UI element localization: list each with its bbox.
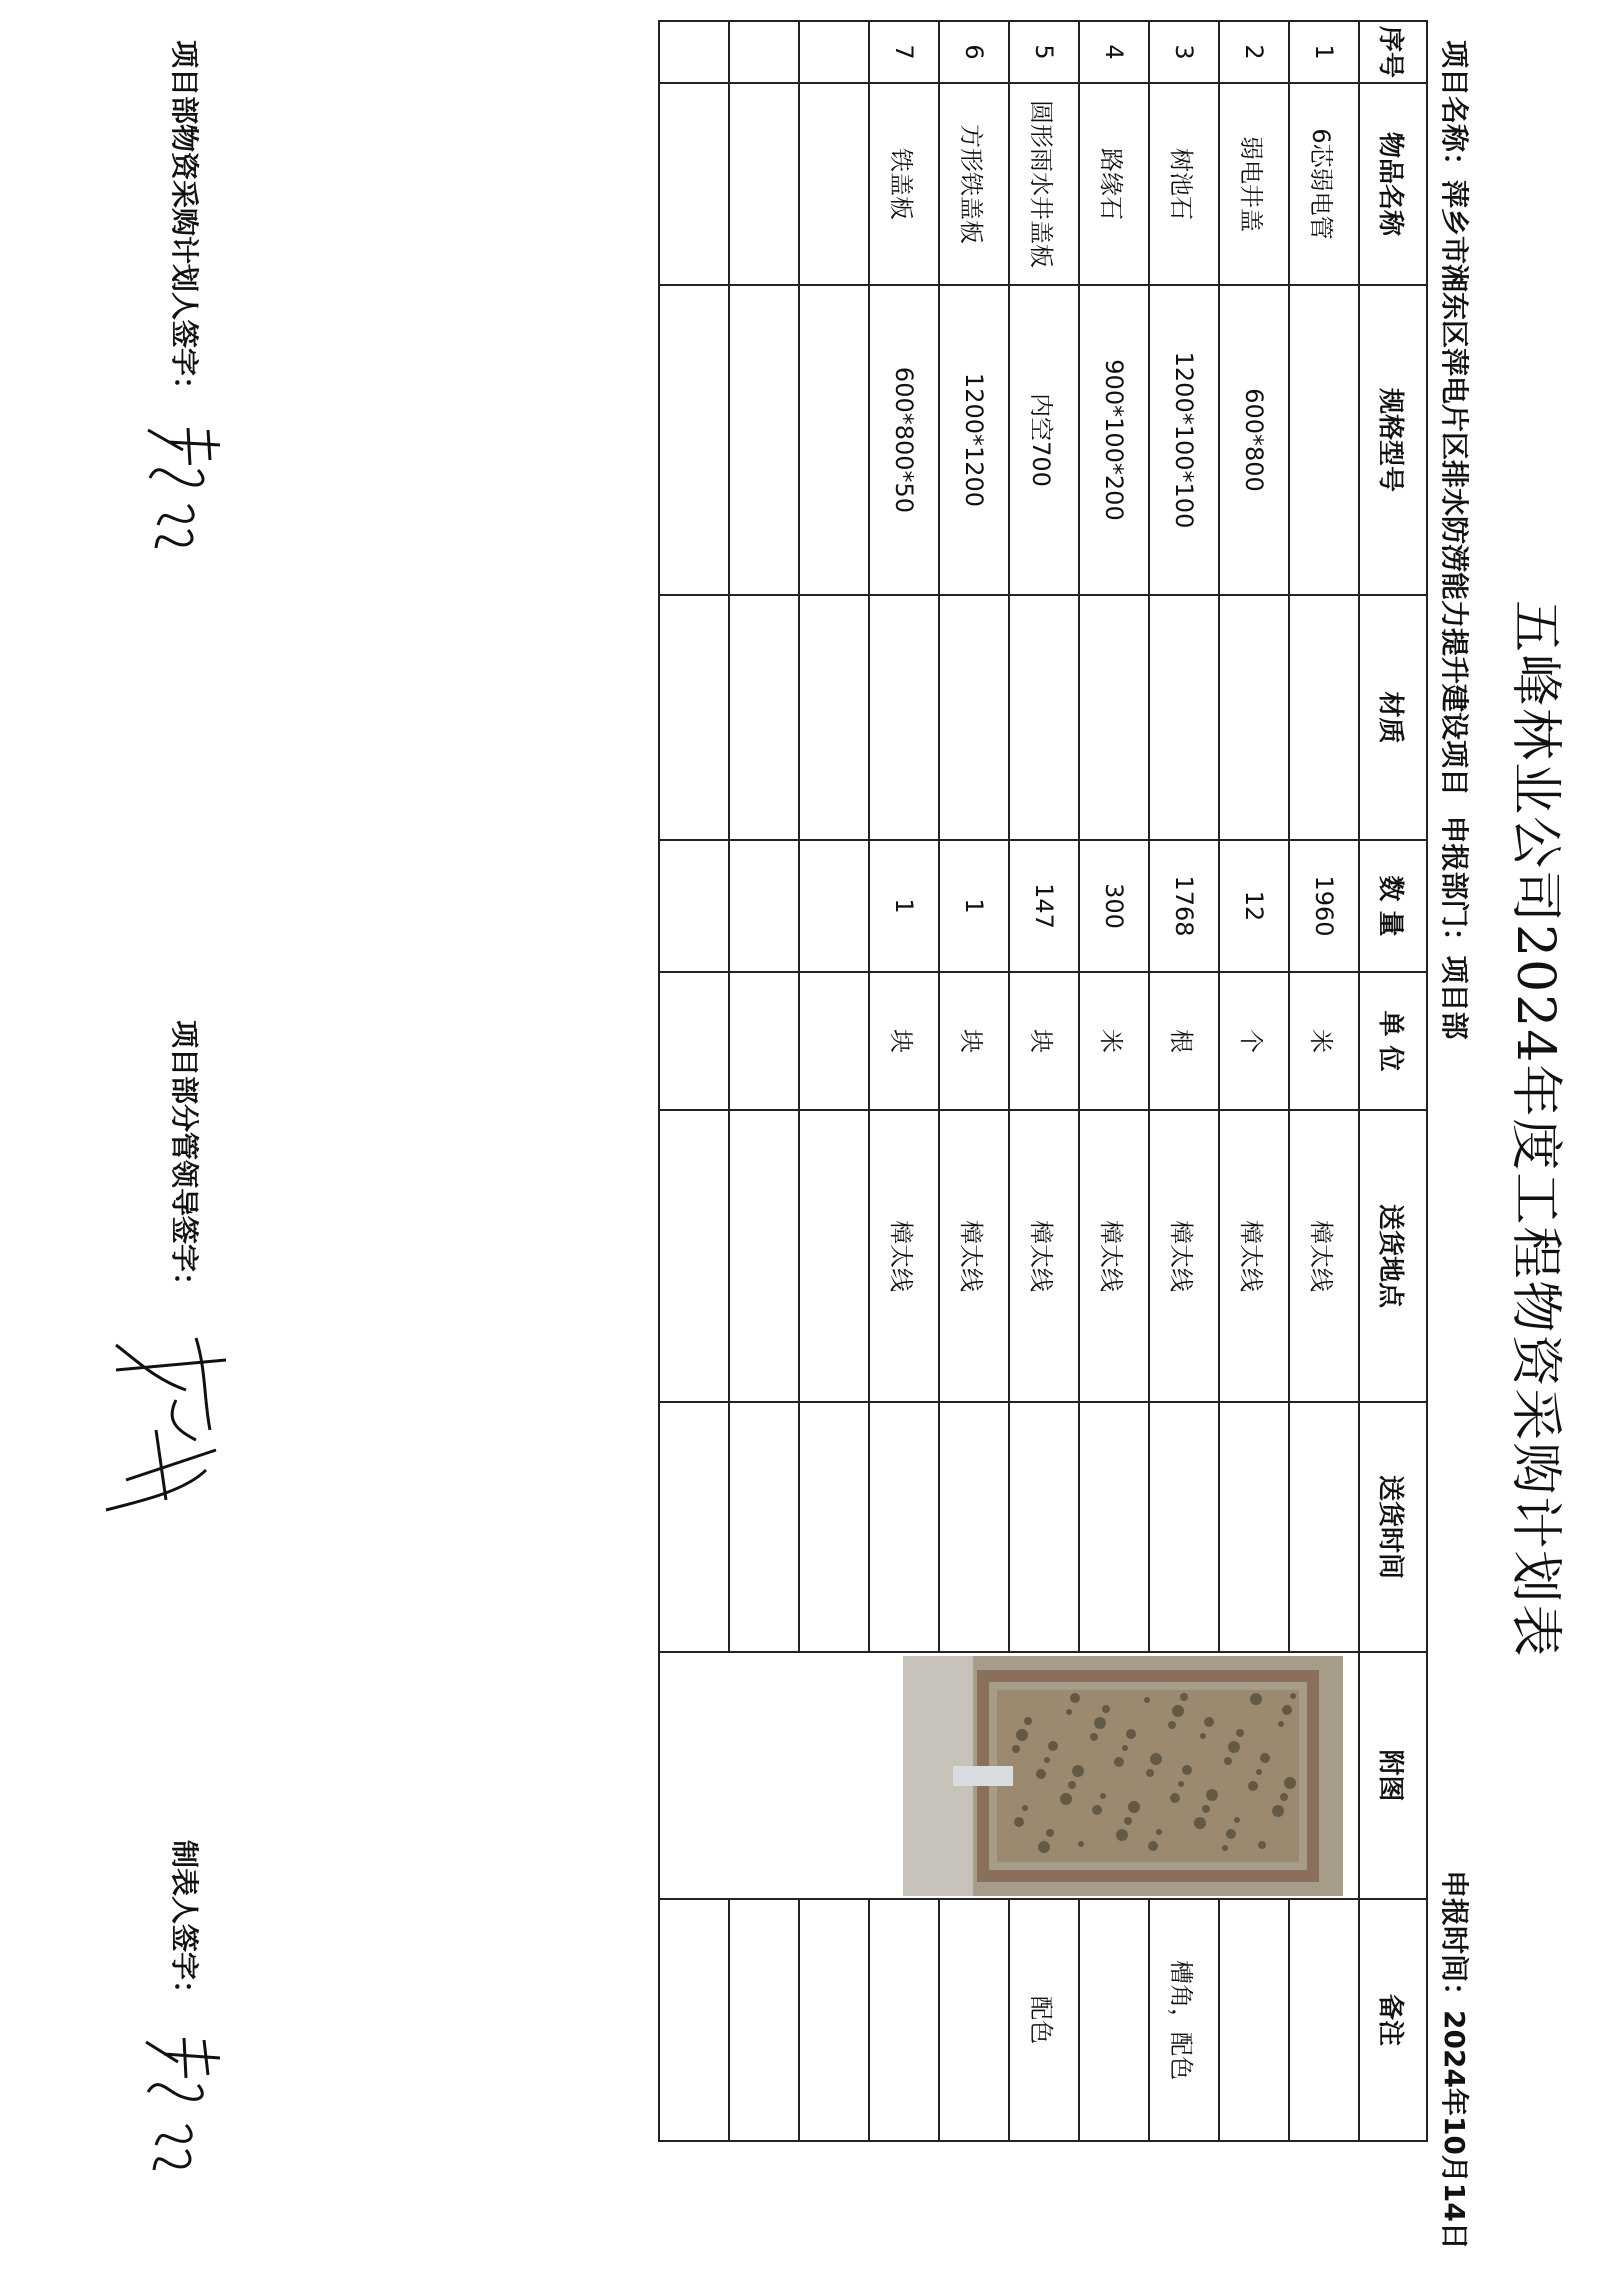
project-info-line — [1436, 40, 1476, 1040]
leader-signature-label: 项目部分管领导签字： — [168, 1020, 201, 1301]
material-cell — [1219, 595, 1289, 840]
row-number-cell — [659, 21, 729, 83]
unit-cell: 米 — [1289, 972, 1359, 1110]
unit-cell: 米 — [1079, 972, 1149, 1110]
material-cell — [1009, 595, 1079, 840]
quantity-cell — [729, 840, 799, 972]
item-name-cell: 树池石 — [1149, 83, 1219, 285]
delivery-time-cell — [1149, 1402, 1219, 1652]
department-value: 项目部 — [1438, 955, 1471, 1040]
delivery-time-cell — [659, 1402, 729, 1652]
maker-signature-label: 制表人签字： — [168, 1840, 201, 2009]
material-cell — [729, 595, 799, 840]
unit-cell: 根 — [1149, 972, 1219, 1110]
delivery-place-cell: 樟太线 — [1289, 1110, 1359, 1402]
delivery-time-cell — [1289, 1402, 1359, 1652]
unit-cell: 块 — [939, 972, 1009, 1110]
date-label: 申报时间： — [1438, 1870, 1471, 2011]
row-number-cell: 3 — [1149, 21, 1219, 83]
note-cell — [659, 1899, 729, 2141]
row-number-cell — [729, 21, 799, 83]
item-name-cell — [729, 83, 799, 285]
spec-cell: 600*800*50 — [869, 285, 939, 595]
header-cell: 材质 — [1359, 595, 1427, 840]
quantity-cell: 1 — [939, 840, 1009, 972]
table-row — [1289, 21, 1359, 2141]
department-label: 申报部门： — [1438, 815, 1471, 956]
row-number-cell: 2 — [1219, 21, 1289, 83]
planner-signature-label: 项目部物资采购计划人签字： — [168, 40, 201, 405]
delivery-time-cell — [729, 1402, 799, 1652]
spec-cell — [729, 285, 799, 595]
spec-cell: 1200*100*100 — [1149, 285, 1219, 595]
item-name-cell: 弱电井盖 — [1219, 83, 1289, 285]
row-number-cell: 6 — [939, 21, 1009, 83]
item-name-cell: 方形铁盖板 — [939, 83, 1009, 285]
item-name-cell: 圆形雨水井盖板 — [1009, 83, 1079, 285]
item-name-cell: 6芯弱电管 — [1289, 83, 1359, 285]
quantity-cell: 147 — [1009, 840, 1079, 972]
delivery-place-cell: 樟太线 — [869, 1110, 939, 1402]
maker-handwritten-signature — [136, 2030, 226, 2190]
header-cell: 附图 — [1359, 1652, 1427, 1899]
header-cell: 序号 — [1359, 21, 1427, 83]
project-name: 萍乡市湘东区萍电片区排水防涝能力提升建设项目 — [1438, 180, 1471, 797]
delivery-place-cell: 樟太线 — [1079, 1110, 1149, 1402]
tree-pit-stone-photo — [903, 1656, 1343, 1896]
row-number-cell: 5 — [1009, 21, 1079, 83]
note-cell — [1289, 1899, 1359, 2141]
unit-cell — [659, 972, 729, 1110]
delivery-time-cell — [1009, 1402, 1079, 1652]
purchase-plan-table — [658, 20, 1428, 2142]
delivery-time-cell — [1219, 1402, 1289, 1652]
row-number-cell: 1 — [1289, 21, 1359, 83]
note-cell — [869, 1899, 939, 2141]
delivery-place-cell: 樟太线 — [1149, 1110, 1219, 1402]
note-cell — [799, 1899, 869, 2141]
header-cell: 备注 — [1359, 1899, 1427, 2141]
quantity-cell: 1768 — [1149, 840, 1219, 972]
leader-handwritten-signature — [96, 1330, 246, 1520]
material-cell — [869, 595, 939, 840]
row-number-cell — [799, 21, 869, 83]
unit-cell — [729, 972, 799, 1110]
unit-cell — [799, 972, 869, 1110]
spec-cell — [1289, 285, 1359, 595]
note-cell — [939, 1899, 1009, 2141]
date-value: 2024年10月14日 — [1438, 2010, 1471, 2250]
note-cell — [729, 1899, 799, 2141]
header-cell: 单 位 — [1359, 972, 1427, 1110]
quantity-cell: 1 — [869, 840, 939, 972]
item-name-cell — [659, 83, 729, 285]
spec-cell — [659, 285, 729, 595]
delivery-place-cell: 樟太线 — [1009, 1110, 1079, 1402]
row-number-cell: 4 — [1079, 21, 1149, 83]
spec-cell: 内空700 — [1009, 285, 1079, 595]
unit-cell: 个 — [1219, 972, 1289, 1110]
table-header-row — [1359, 21, 1427, 2141]
quantity-cell: 300 — [1079, 840, 1149, 972]
material-cell — [1289, 595, 1359, 840]
note-cell: 配色 — [1009, 1899, 1079, 2141]
material-cell — [799, 595, 869, 840]
note-cell — [1219, 1899, 1289, 2141]
delivery-place-cell: 樟太线 — [1219, 1110, 1289, 1402]
photo-cell — [659, 1652, 1359, 1899]
spec-cell: 1200*1200 — [939, 285, 1009, 595]
delivery-place-cell — [729, 1110, 799, 1402]
header-cell: 数 量 — [1359, 840, 1427, 972]
note-cell — [1079, 1899, 1149, 2141]
item-name-cell: 铁盖板 — [869, 83, 939, 285]
header-cell: 物品名称 — [1359, 83, 1427, 285]
spec-cell: 900*100*200 — [1079, 285, 1149, 595]
delivery-place-cell — [659, 1110, 729, 1402]
unit-cell: 块 — [1009, 972, 1079, 1110]
row-number-cell: 7 — [869, 21, 939, 83]
spec-cell: 600*800 — [1219, 285, 1289, 595]
material-cell — [1079, 595, 1149, 840]
item-name-cell — [799, 83, 869, 285]
date-info-line — [1436, 1870, 1476, 2250]
material-cell — [1149, 595, 1219, 840]
quantity-cell: 1960 — [1289, 840, 1359, 972]
spec-cell — [799, 285, 869, 595]
delivery-time-cell — [799, 1402, 869, 1652]
delivery-time-cell — [869, 1402, 939, 1652]
quantity-cell — [659, 840, 729, 972]
planner-handwritten-signature — [138, 420, 228, 560]
quantity-cell: 12 — [1219, 840, 1289, 972]
material-cell — [659, 595, 729, 840]
delivery-place-cell: 樟太线 — [939, 1110, 1009, 1402]
delivery-place-cell — [799, 1110, 869, 1402]
item-name-cell: 路缘石 — [1079, 83, 1149, 285]
header-cell: 规格型号 — [1359, 285, 1427, 595]
header-cell: 送货地点 — [1359, 1110, 1427, 1402]
note-cell: 槽角，配色 — [1149, 1899, 1219, 2141]
header-cell: 送货时间 — [1359, 1402, 1427, 1652]
document-title: 五峰林业公司2024年度工程物资采购计划表 — [1505, 600, 1565, 1659]
quantity-cell — [799, 840, 869, 972]
unit-cell: 块 — [869, 972, 939, 1110]
delivery-time-cell — [939, 1402, 1009, 1652]
project-label: 项目名称： — [1438, 40, 1471, 181]
material-cell — [939, 595, 1009, 840]
delivery-time-cell — [1079, 1402, 1149, 1652]
